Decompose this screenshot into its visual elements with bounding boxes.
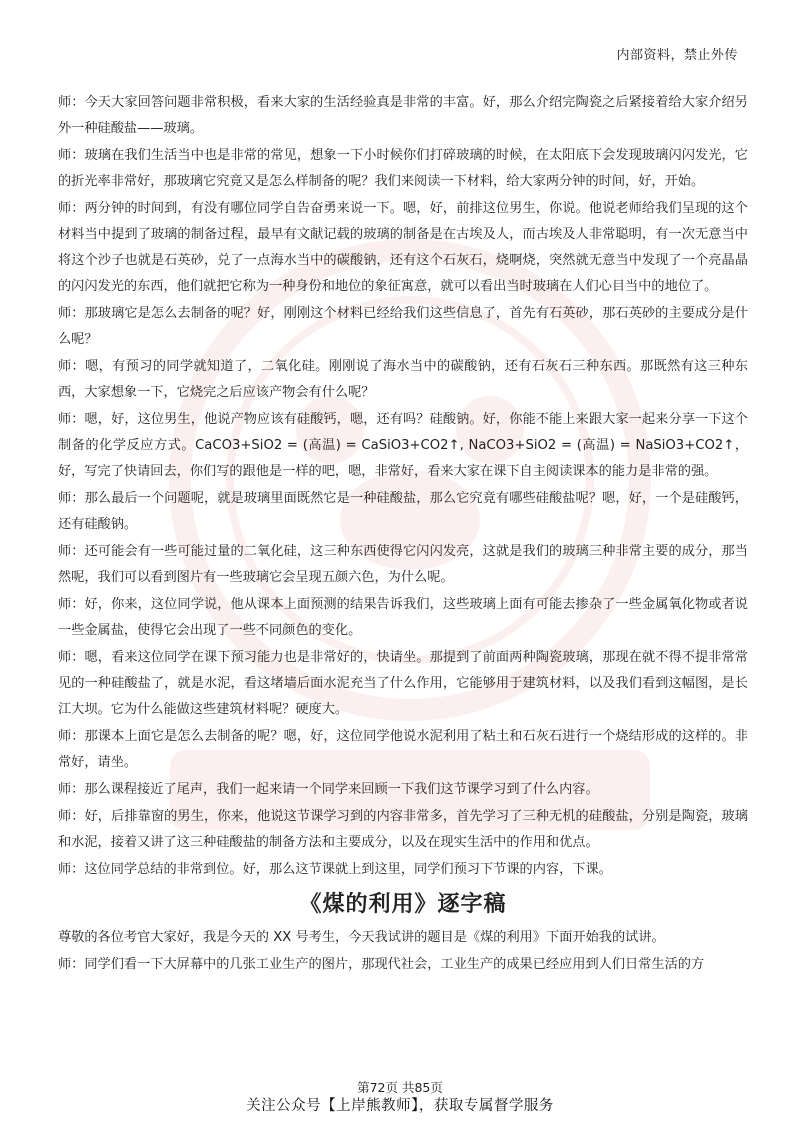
paragraph: 师：这位同学总结的非常到位。好，那么这节课就上到这里，同学们预习下节课的内容，下课。 (58, 862, 612, 877)
paragraph: 尊敬的各位考官大家好，我是今天的 XX 号考生，今天我试讲的题目是《煤的利用》下面开始我的试讲。 (58, 930, 665, 945)
document-body (58, 90, 748, 979)
paragraph: 师：好，你来，这位同学说，他从课本上面预测的结果告诉我们，这些玻璃上面有可能去掺杂了一些金属氧化物或者说一些金属盐，使得它会出现了一些不同颜色的变化。 (58, 597, 748, 638)
paragraph: 师：嗯，好，这位男生，他说产物应该有硅酸钙，嗯，还有吗？硅酸钠。好，你能不能上来跟大家一起来分享一下这个制备的化学反应方式。CaCO3+SiO2 = (高温) = CaSiO3+CO2↑, NaCO3+SiO2 = (高温) = NaSiO3+CO2↑，好，写完了快请回去，你们写的跟他是一样的吧，嗯，非常好，看来大家在课下自主阅读课本的能力是非常的强。 (58, 412, 748, 479)
footer-promo-text: 关注公众号【上岸熊教师】，获取专属督学服务 (246, 1098, 554, 1114)
paragraph: 师：那玻璃它是怎么去制备的呢？好，刚刚这个材料已经给我们这些信息了，首先有石英砂，那石英砂的主要成分是什么呢？ (58, 306, 748, 347)
paragraph: 师：好，后排靠窗的男生，你来，他说这节课学习到的内容非常多，首先学习了三种无机的硅酸盐，分别是陶瓷，玻璃和水泥，接着又讲了这三种硅酸盐的制备方法和主要成分，以及在现实生活中的作用和优点。 (58, 809, 748, 850)
paragraph: 师：那么课程接近了尾声，我们一起来请一个同学来回顾一下我们这节课学习到了什么内容。 (58, 782, 599, 797)
paragraph: 师：那课本上面它是怎么去制备的呢？嗯，好，这位同学他说水泥利用了粘土和石灰石进行一个烧结形成的这样的。非常好，请坐。 (58, 729, 748, 770)
paragraph: 师：玻璃在我们生活当中也是非常的常见，想象一下小时候你们打碎玻璃的时候，在太阳底下会发现玻璃闪闪发光，它的折光率非常好，那玻璃它究竟又是怎么样制备的呢？我们来阅读一下材料，给大家两分钟的时间，好，开始。 (58, 148, 748, 189)
paragraph: 师：嗯，有预习的同学就知道了，二氧化硅。刚刚说了海水当中的碳酸钠，还有石灰石三种东西。那既然有这三种东西，大家想象一下，它烧完之后应该产物会有什么呢？ (58, 359, 748, 400)
confidential-note: 内部资料，禁止外传 (616, 48, 738, 63)
paragraph: 师：两分钟的时间到，有没有哪位同学自告奋勇来说一下。嗯，好，前排这位男生，你说。他说老师给我们呈现的这个材料当中提到了玻璃的制备过程，最早有文献记载的玻璃的制备是在古埃及人，而古埃及人非常聪明，有一次无意当中将这个沙子也就是石英砂，兑了一点海水当中的碳酸钠，还有这个石灰石，烧啊烧，突然就无意当中发现了一个亮晶晶的闪闪发光的东西，他们就把它称为一种身份和地位的象征寓意，就可以看出当时玻璃在人们心目当中的地位了。 (58, 201, 748, 294)
paragraph: 师：嗯，看来这位同学在课下预习能力也是非常好的，快请坐。那提到了前面两种陶瓷玻璃，那现在就不得不提非常常见的一种硅酸盐了，就是水泥，看这堵墙后面水泥充当了什么作用，它能够用于建筑材料，以及我们看到这幅图，是长江大坝。它为什么能做这些建筑材料呢？硬度大。 (58, 650, 748, 717)
page-number: 第72页 共85页 (357, 1080, 443, 1095)
paragraph: 师：同学们看一下大屏幕中的几张工业生产的图片，那现代社会，工业生产的成果已经应用到人们日常生活的方 (58, 957, 705, 972)
paragraph: 师：今天大家回答问题非常积极，看来大家的生活经验真是非常的丰富。好，那么介绍完陶瓷之后紧接着给大家介绍另外一种硅酸盐——玻璃。 (58, 95, 748, 136)
paragraph: 师：那么最后一个问题呢，就是玻璃里面既然它是一种硅酸盐，那么它究竟有哪些硅酸盐呢？嗯，好，一个是硅酸钙，还有硅酸钠。 (58, 491, 748, 532)
section-title: 《煤的利用》逐字稿 (299, 891, 507, 917)
paragraph: 师：还可能会有一些可能过量的二氧化硅，这三种东西使得它闪闪发亮，这就是我们的玻璃三种非常主要的成分，那当然呢，我们可以看到图片有一些玻璃它会呈现五颜六色，为什么呢。 (58, 544, 748, 585)
